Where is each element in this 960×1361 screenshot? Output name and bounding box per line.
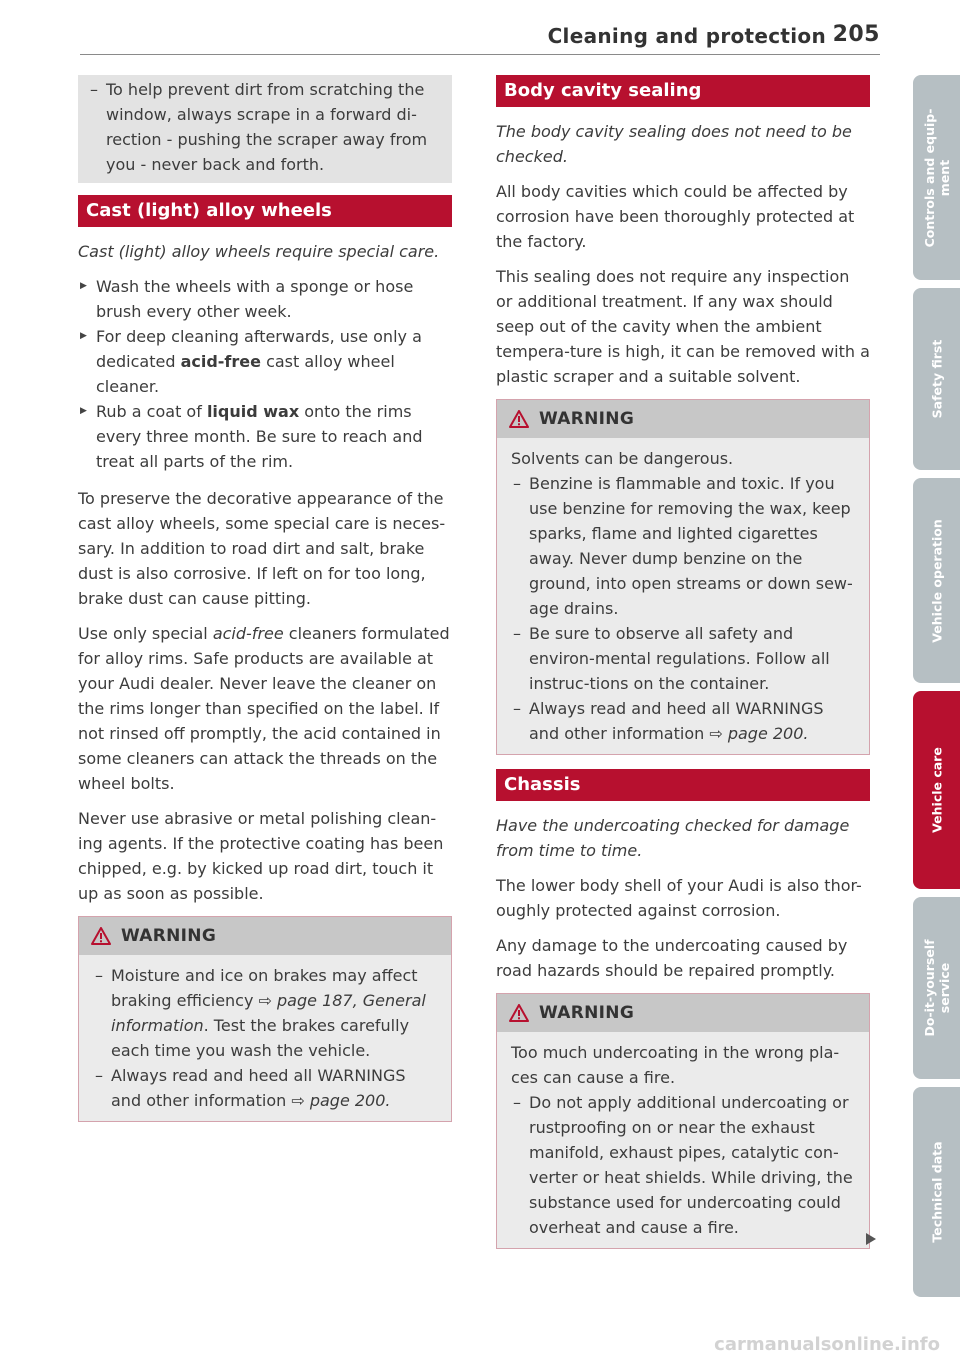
- paragraph: To preserve the decorative appearance of the cast alloy wheels, some special care is neces-sary. In addition to road dirt and salt, brake dust is also corrosive. If left on for too long, brake dust can cause pitting.: [78, 489, 446, 608]
- warning-header: [79, 917, 451, 955]
- chassis-subtitle: Have the undercoating checked for damage from time to time.: [496, 816, 850, 860]
- header-title: Cleaning and protection: [547, 24, 826, 48]
- warning-intro: Solvents can be dangerous.: [511, 449, 734, 468]
- warning-box-brakes: [78, 916, 452, 1122]
- tab-controls-and-equipment[interactable]: Controls and equip- ment: [913, 75, 960, 280]
- warning-body: [497, 1032, 869, 1248]
- warning-triangle-icon: [509, 410, 529, 428]
- warning-item: – Be sure to observe all safety and environ-mental regulations. Follow all instruc-tions on the container.: [511, 621, 855, 696]
- warning-body: [79, 955, 451, 1121]
- warning-header: [497, 400, 869, 438]
- paragraph: Use only special acid-free cleaners formulated for alloy rims. Safe products are available at your Audi dealer. Never leave the cleaner on the rims longer than specified on the label. If not rinsed off promptly, the acid contained in some cleaners can attack the threads on the wheel bolts.: [78, 624, 450, 793]
- warning-intro: Too much undercoating in the wrong pla-ces can cause a fire.: [511, 1043, 840, 1087]
- warning-triangle-icon: [91, 927, 111, 945]
- tab-safety-first[interactable]: Safety first: [913, 288, 960, 470]
- page-reference-link[interactable]: ⇨ page 187, General information: [111, 991, 426, 1035]
- paragraph: This sealing does not require any inspection or additional treatment. If any wax should seep out of the cavity when the ambient tempera-ture is high, it can be removed with a plastic scraper and a suitable solvent.: [496, 267, 870, 386]
- paragraph: All body cavities which could be affected by corrosion have been thoroughly protected at the factory.: [496, 182, 855, 251]
- warning-box-undercoating: [496, 993, 870, 1249]
- tab-do-it-yourself-service[interactable]: Do-it-yourself service: [913, 897, 960, 1079]
- warning-item: – Moisture and ice on brakes may affect braking efficiency ⇨ page 187, General information. Test the brakes carefully each time you wash the vehicle.: [93, 963, 437, 1063]
- scraper-tip-text: – To help prevent dirt from scratching the window, always scrape in a forward di- rection - pushing the scraper away from you - never back and forth.: [88, 77, 442, 177]
- body-cavity-subtitle: The body cavity sealing does not need to be checked.: [496, 122, 852, 166]
- section-heading-chassis: Chassis: [496, 769, 870, 801]
- tab-vehicle-operation[interactable]: Vehicle operation: [913, 478, 960, 683]
- warning-title: WARNING: [121, 926, 217, 946]
- warning-box-solvents: [496, 399, 870, 755]
- continued-arrow-icon: [866, 1233, 876, 1245]
- page-header: [80, 0, 880, 55]
- section-heading-body-cavity: Body cavity sealing: [496, 75, 870, 107]
- tab-vehicle-care[interactable]: Vehicle care: [913, 691, 960, 889]
- warning-title: WARNING: [539, 1003, 635, 1023]
- warning-item: – Benzine is flammable and toxic. If you use benzine for removing the wax, keep sparks, flame and lighted cigarettes away. Never dump benzine on the ground, into open streams or down sew-age drains.: [511, 471, 855, 621]
- left-column: [78, 75, 452, 1136]
- scraper-tip-box: [78, 75, 452, 183]
- alloy-wheels-steps: [78, 274, 452, 474]
- warning-title: WARNING: [539, 409, 635, 429]
- warning-item: – Always read and heed all WARNINGS and other information ⇨ page 200.: [93, 1063, 437, 1113]
- warning-header: [497, 994, 869, 1032]
- paragraph: Never use abrasive or metal polishing clean-ing agents. If the protective coating has been chipped, e.g. by kicked up road dirt, touch it up as soon as possible.: [78, 809, 444, 903]
- paragraph: The lower body shell of your Audi is also thor-oughly protected against corrosion.: [496, 876, 862, 920]
- list-item: ▶ Rub a coat of liquid wax onto the rims every three month. Be sure to reach and treat all parts of the rim.: [78, 399, 452, 474]
- tab-technical-data[interactable]: Technical data: [913, 1087, 960, 1297]
- warning-triangle-icon: [509, 1004, 529, 1022]
- paragraph: Any damage to the undercoating caused by road hazards should be repaired promptly.: [496, 936, 848, 980]
- page-number: 205: [832, 22, 880, 47]
- alloy-wheels-subtitle: Cast (light) alloy wheels require special care.: [78, 242, 440, 261]
- section-heading-alloy-wheels: Cast (light) alloy wheels: [78, 195, 452, 227]
- list-item: ▶ Wash the wheels with a sponge or hose brush every other week.: [78, 274, 452, 324]
- warning-item: – Always read and heed all WARNINGS and other information ⇨ page 200.: [511, 696, 855, 746]
- warning-body: [497, 438, 869, 754]
- page-reference-link[interactable]: ⇨ page 200.: [709, 724, 809, 743]
- list-item: ▶ For deep cleaning afterwards, use only a dedicated acid-free cast alloy wheel cleaner.: [78, 324, 452, 399]
- warning-item: – Do not apply additional undercoating or rustproofing on or near the exhaust manifold, exhaust pipes, catalytic con-verter or heat shields. While driving, the substance used for undercoating could overheat and cause a fire.: [511, 1090, 855, 1240]
- watermark: carmanualsonline.info: [714, 1334, 940, 1355]
- page-reference-link[interactable]: ⇨ page 200.: [291, 1091, 391, 1110]
- right-column: [496, 75, 870, 1263]
